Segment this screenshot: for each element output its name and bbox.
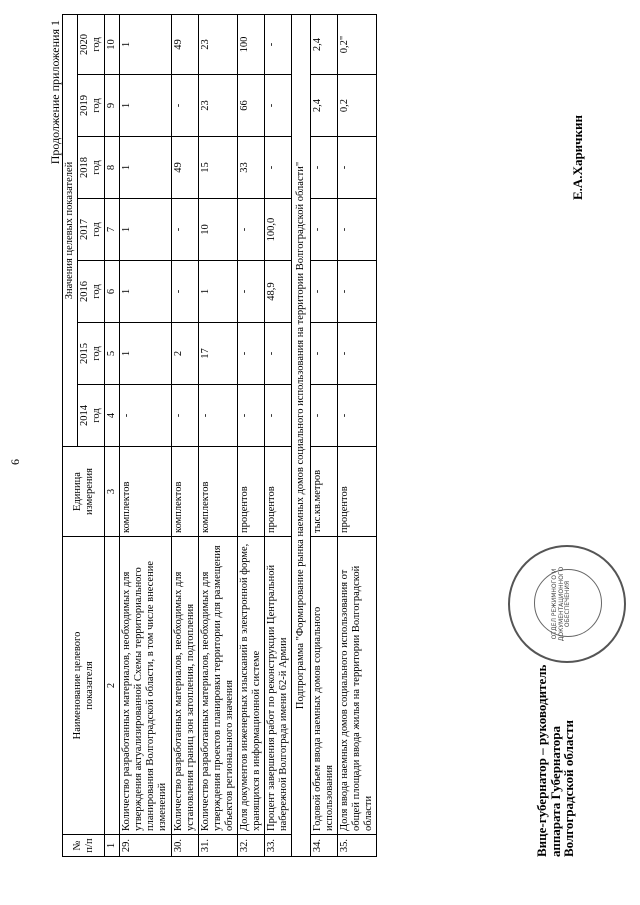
header-year: 2016 год	[78, 261, 105, 323]
header-num: № п/п	[63, 835, 105, 857]
indicator-unit: процентов	[264, 447, 291, 537]
table-row	[338, 14, 377, 856]
row-number: 33.	[264, 835, 291, 857]
indicator-name: Количество разработанных материалов, необходимых для утверждения проектов планировки территории для размещения объектов регионального значения	[198, 537, 237, 835]
indicator-value: -	[264, 14, 291, 74]
indicator-value: 1	[120, 323, 171, 385]
signature-position: Вице-губернатор – руководитель аппарата Губернатора Волгоградской области	[534, 664, 577, 857]
indicator-value: 49	[171, 14, 198, 74]
indicator-value: 48,9	[264, 261, 291, 323]
indicator-value: -	[311, 385, 338, 447]
table-row	[311, 14, 338, 856]
indicator-value: -	[311, 137, 338, 199]
indicator-value: 49	[171, 137, 198, 199]
indicator-value: -	[171, 385, 198, 447]
table-row	[237, 14, 264, 856]
indicator-value: 0,2"	[338, 14, 377, 74]
indicator-value: -	[120, 385, 171, 447]
indicator-value: 33	[237, 137, 264, 199]
indicator-value: 1	[120, 261, 171, 323]
indicator-value: 23	[198, 75, 237, 137]
official-stamp	[508, 545, 626, 663]
header-column-number: 1	[105, 835, 120, 857]
indicator-value: -	[264, 75, 291, 137]
indicator-unit: комплектов	[120, 447, 171, 537]
header-unit: Единица измерения	[63, 447, 105, 537]
indicator-value: 100,0	[264, 199, 291, 261]
indicator-value: 10	[198, 199, 237, 261]
header-name: Наименование целевого показателя	[63, 537, 105, 835]
indicator-value: -	[198, 385, 237, 447]
indicator-value: -	[264, 385, 291, 447]
indicator-value: 1	[120, 75, 171, 137]
indicator-value: -	[311, 199, 338, 261]
subprogram-title: Подпрограмма "Формирование рынка наемных домов социального использования на территории Волгоградской области"	[292, 14, 311, 856]
indicator-value: 2,4	[311, 75, 338, 137]
indicator-value: -	[171, 199, 198, 261]
indicator-value: -	[264, 323, 291, 385]
row-number: 29.	[120, 835, 171, 857]
header-column-number: 8	[105, 137, 120, 199]
indicator-unit: процентов	[237, 447, 264, 537]
indicator-value: -	[237, 323, 264, 385]
indicator-value: -	[311, 261, 338, 323]
table-row	[264, 14, 291, 856]
indicator-value: -	[171, 75, 198, 137]
stamp-text: ОТДЕЛ РЕЖИМНОГО И ДОКУМЕНТАЦИОННОГО ОБЕСПЕЧЕНИЯ	[551, 566, 572, 642]
table-row	[171, 14, 198, 856]
indicators-table	[62, 14, 377, 857]
header-column-number: 7	[105, 199, 120, 261]
header-values-group: Значения целевых показателей	[63, 14, 78, 446]
signature-name: Е.А.Харичкин	[570, 115, 585, 200]
header-column-number: 5	[105, 323, 120, 385]
header-column-number: 9	[105, 75, 120, 137]
indicator-value: -	[237, 199, 264, 261]
indicator-value: 15	[198, 137, 237, 199]
header-column-number: 2	[105, 537, 120, 835]
header-year: 2017 год	[78, 199, 105, 261]
row-number: 35.	[338, 835, 377, 857]
indicator-unit: комплектов	[198, 447, 237, 537]
indicator-value: 17	[198, 323, 237, 385]
header-year: 2018 год	[78, 137, 105, 199]
row-number: 34.	[311, 835, 338, 857]
header-year: 2015 год	[78, 323, 105, 385]
indicator-value: -	[338, 385, 377, 447]
table-row	[120, 14, 171, 856]
indicator-value: -	[338, 137, 377, 199]
indicator-value: 66	[237, 75, 264, 137]
header-column-number: 3	[105, 447, 120, 537]
indicator-value: 2	[171, 323, 198, 385]
indicator-value: 2,4	[311, 14, 338, 74]
indicator-value: 1	[120, 137, 171, 199]
header-column-number: 4	[105, 385, 120, 447]
indicator-value: -	[237, 385, 264, 447]
indicator-name: Процент завершения работ по реконструкции Центральной набережной Волгограда имени 62-й Армии	[264, 537, 291, 835]
row-number: 32.	[237, 835, 264, 857]
indicator-value: -	[338, 199, 377, 261]
indicator-value: 1	[198, 261, 237, 323]
header-year: 2014 год	[78, 385, 105, 447]
indicator-value: -	[311, 323, 338, 385]
indicator-unit: тыс.кв.метров	[311, 447, 338, 537]
indicator-value: 1	[120, 14, 171, 74]
indicator-value: 1	[120, 199, 171, 261]
indicator-name: Количество разработанных материалов, необходимых для установления границ зон затопления, подтопления	[171, 537, 198, 835]
indicator-name: Доля документов инженерных изысканий в электронной форме, хранящихся в информационной системе	[237, 537, 264, 835]
table-row	[198, 14, 237, 856]
page-number: 6	[8, 459, 22, 465]
indicator-name: Годовой объем ввода наемных домов социального использования	[311, 537, 338, 835]
header-year: 2019 год	[78, 75, 105, 137]
indicator-unit: процентов	[338, 447, 377, 537]
continuation-label: Продолжение приложения 1	[48, 20, 62, 165]
header-year: 2020 год	[78, 14, 105, 74]
indicator-name: Доля ввода наемных домов социального использования от общей площади ввода жилья на территории Волгоградской области	[338, 537, 377, 835]
indicator-value: 23	[198, 14, 237, 74]
indicator-value: -	[338, 261, 377, 323]
indicator-value: -	[264, 137, 291, 199]
header-column-number: 10	[105, 14, 120, 74]
indicator-value: -	[338, 323, 377, 385]
row-number: 31.	[198, 835, 237, 857]
indicator-value: 0,2	[338, 75, 377, 137]
indicator-unit: комплектов	[171, 447, 198, 537]
indicator-value: 100	[237, 14, 264, 74]
row-number: 30.	[171, 835, 198, 857]
indicator-name: Количество разработанных материалов, необходимых для утверждения актуализированной Схемы территориального планирования Волгоградской области, в том числе внесение изменений	[120, 537, 171, 835]
indicator-value: -	[237, 261, 264, 323]
header-column-number: 6	[105, 261, 120, 323]
indicator-value: -	[171, 261, 198, 323]
